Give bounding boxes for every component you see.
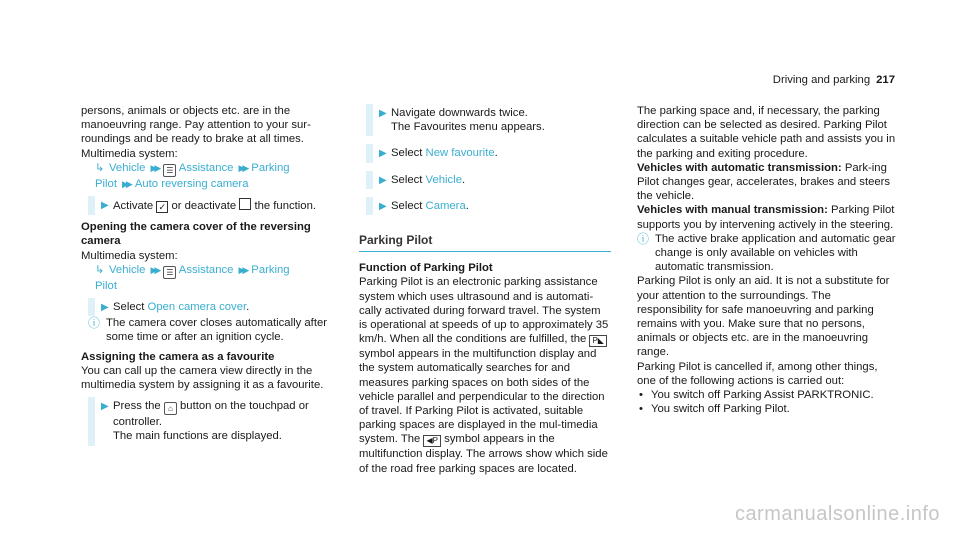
cancelled-text: Parking Pilot is cancelled if, among other things, one of the following actions is carried out: [637,360,878,387]
path-assistance[interactable]: Assistance [178,263,234,276]
menu-path-2 [81,263,333,293]
multimedia-label: Multimedia system: [81,147,178,160]
note-brake-application: ⓘ The active brake application and automatic gear change is only available on vehicles with automatic transmission. [637,231,896,274]
step-activate: ▶ Activate ✓ or deactivate the function. [88,196,333,215]
path-vehicle[interactable]: Vehicle [109,161,146,174]
heading-open-camera-cover: Opening the camera cover of the reversing camera [81,221,311,248]
car-icon: ☰ [163,164,176,177]
checkbox-empty-icon [239,198,251,210]
info-icon: ⓘ [637,231,650,246]
step-arrow-icon: ▶ [101,401,109,413]
info-icon: ⓘ [88,316,101,331]
path-parking[interactable]: Parking [251,263,290,276]
parking-space-arrow-icon: ◀P [423,435,441,447]
note-camera-cover: ⓘ The camera cover closes automatically after some time or after an ignition cycle. [88,316,328,344]
aid-text: Parking Pilot is only an aid. It is not a substitute for your attention to the surroundings. The responsibility for safe manoeuvring and parking remains with you. Make sure that no persons, animals or objects etc. are in the manoeuvring range. [637,275,890,359]
path-hook-icon: ↳ [95,161,105,174]
intro-text: persons, animals or objects etc. are in the manoeuvring range. Pay attention to your sur-roundings and be ready to brake at all times. [81,105,311,146]
step-navigate-down: ▶ Navigate downwards twice. The Favourites menu appears. [366,104,611,136]
path-auto-reversing-camera[interactable]: Auto reversing camera [134,177,249,190]
parking-space-text: The parking space and, if necessary, the parking direction can be selected as desired. Parking Pilot calculates a suitable vehicle path and assists you in the parking and exiting procedure. [637,105,896,160]
step-open-camera-cover: ▶ Select Open camera cover. [88,298,333,316]
column-3 [637,104,899,416]
multimedia-label-2: Multimedia system: [81,249,178,262]
heading-assign-favourite: Assigning the camera as a favourite [81,350,275,363]
path-hook-icon: ↳ [95,263,105,276]
automatic-transmission-text: Vehicles with automatic transmission: Park-ing Pilot changes gear, accelerates, brakes and steers the vehicle. [637,161,891,203]
link-camera[interactable]: Camera [425,199,466,212]
step-arrow-icon: ▶ [379,108,387,119]
heading-function-parking-pilot: Function of Parking Pilot [359,262,493,275]
chevron-right-icon: ▶▶ [238,264,247,275]
checkbox-checked-icon: ✓ [156,201,168,213]
step-arrow-icon: ▶ [101,200,109,212]
list-item: • You switch off Parking Assist PARKTRONIC. [637,388,899,402]
link-open-camera-cover[interactable]: Open camera cover [147,301,247,314]
section-heading-parking-pilot: Parking Pilot [359,233,611,252]
chevron-right-icon: ▶▶ [238,162,247,173]
watermark: carmanualsonline.info [734,502,940,525]
parking-pilot-icon: P◣ [589,335,607,347]
path-pilot[interactable]: Pilot [95,279,117,292]
step-select-vehicle: ▶ Select Vehicle. [366,171,611,189]
car-icon: ☰ [163,266,176,279]
column-2 [359,104,611,476]
step-arrow-icon: ▶ [379,148,387,160]
step-press-home: ▶ Press the ⌂ button on the touchpad or controller. The main functions are displayed. [88,397,333,445]
step-select-new-favourite: ▶ Select New favourite. [366,144,611,162]
link-vehicle[interactable]: Vehicle [425,173,462,186]
step-arrow-icon: ▶ [379,200,387,212]
manual-transmission-text: Vehicles with manual transmission: Parking Pilot supports you by intervening actively in the steering. [637,204,895,231]
function-text: Parking Pilot is an electronic parking assistance system which uses ultrasound and is automati-cally activated during forward travel. The system is operational at speeds of up to approximately 35 km/h. When all the conditions are fulfilled, the P◣ symbol appears in the multifunction display and the system automatically searches for and measures parking spaces on both sides of the vehicle parallel and perpendicular to the direction of travel. If Parking Pilot is activated, suitable parking spaces are displayed in the mul-timedia system. The ◀P symbol appears in the multifunction display. The arrows show which side of the road free parking spaces are located. [359,276,609,475]
path-vehicle[interactable]: Vehicle [109,263,146,276]
step-arrow-icon: ▶ [379,174,387,186]
step-arrow-icon: ▶ [101,302,109,314]
header-section: Driving and parking [772,74,871,86]
chevron-right-icon: ▶▶ [150,162,159,173]
link-new-favourite[interactable]: New favourite [425,147,495,160]
list-item: • You switch off Parking Pilot. [637,402,899,416]
chevron-right-icon: ▶▶ [150,264,159,275]
path-assistance[interactable]: Assistance [178,161,234,174]
menu-path-1 [81,161,333,191]
home-icon: ⌂ [164,402,177,415]
column-1 [81,104,333,446]
path-parking[interactable]: Parking [251,161,290,174]
page-number: 217 [876,74,895,86]
assign-text: You can call up the camera view directly in the multimedia system by assigning it as a favourite. [81,364,324,392]
chevron-right-icon: ▶▶ [121,178,130,189]
step-select-camera: ▶ Select Camera. [366,197,611,215]
path-pilot[interactable]: Pilot [95,177,117,190]
page-header [773,73,895,87]
